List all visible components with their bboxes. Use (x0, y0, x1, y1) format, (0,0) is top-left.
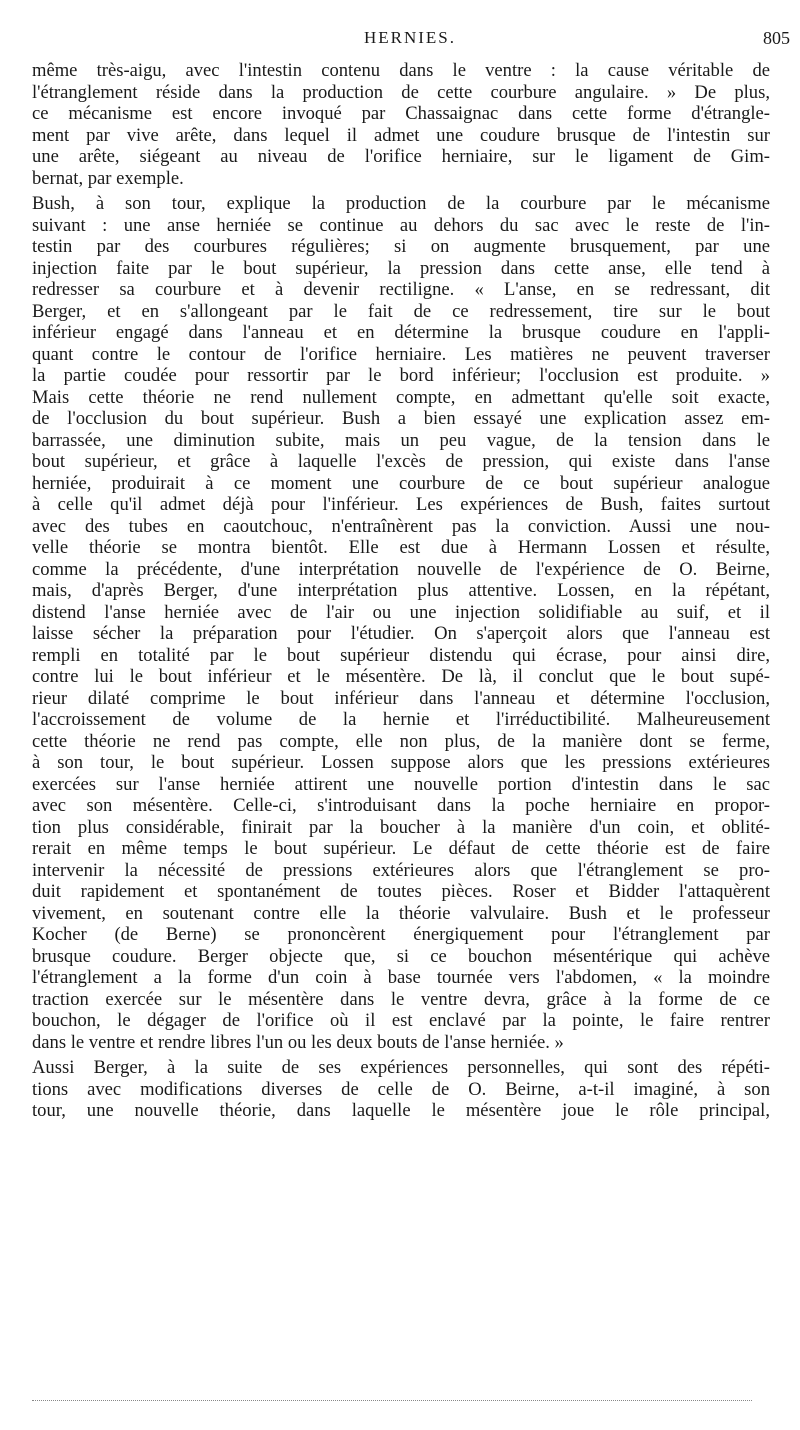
text-line: une arête, siégeant au niveau de l'orifice herniaire, sur le ligament de Gim- (32, 146, 770, 167)
bottom-dotted-rule (32, 1400, 752, 1401)
running-title: HERNIES. (363, 28, 457, 47)
text-line: ment par vive arête, dans lequel il admet une coudure brusque de l'intestin sur (32, 124, 770, 146)
text-line: tions avec modifications diverses de celle de O. Beirne, a-t-il imaginé, à son (32, 1078, 770, 1100)
text-line: rerait en même temps le bout supérieur. Le défaut de cette théorie est de faire (32, 838, 770, 859)
text-line: contre lui le bout inférieur et le mésentère. De là, il conclut que le bout supé- (32, 666, 770, 687)
text-line: laisse sécher la préparation pour l'étudier. On s'aperçoit alors que l'anneau est (32, 623, 770, 644)
text-line: rempli en totalité par le bout supérieur distendu qui écrase, pour ainsi dire, (32, 644, 770, 666)
paragraph-3 (32, 1057, 770, 1122)
text-line: de l'occlusion du bout supérieur. Bush a bien essayé une explication assez em- (32, 408, 770, 429)
text-line: rieur dilaté comprime le bout inférieur dans l'anneau et détermine l'occlusion, (32, 687, 770, 709)
text-line: herniée, produirait à ce moment une courbure de ce bout supérieur analogue (32, 472, 770, 494)
text-line: distend l'anse herniée avec de l'air ou une injection solidifiable au suif, et il (32, 601, 770, 623)
page-number: 805 (763, 28, 790, 48)
text-line: testin par des courbures régulières; si on augmente brusquement, par une (32, 236, 770, 257)
paragraph-2 (32, 193, 770, 1053)
text-line: duit rapidement et spontanément de toutes pièces. Roser et Bidder l'attaquèrent (32, 881, 770, 902)
text-line: la partie coudée pour ressortir par le bord inférieur; l'occlusion est produite. » (32, 365, 770, 386)
text-line: tour, une nouvelle théorie, dans laquelle le mésentère joue le rôle principal, (32, 1100, 770, 1121)
text-line: l'étranglement a la forme d'un coin à base tournée vers l'abdomen, « la moindre (32, 967, 770, 988)
body-text (32, 60, 770, 1122)
text-line: cette théorie ne rend pas compte, elle non plus, de la manière dont se ferme, (32, 730, 770, 752)
paragraph-1 (32, 60, 770, 189)
text-line: Aussi Berger, à la suite de ses expériences personnelles, qui sont des répéti- (32, 1057, 770, 1078)
text-line: bouchon, le dégager de l'orifice où il est enclavé par la pointe, le faire rentrer (32, 1010, 770, 1031)
text-line: brusque coudure. Berger objecte que, si ce bouchon mésentérique qui achève (32, 945, 770, 967)
text-line: mais, d'après Berger, d'une interprétation plus attentive. Lossen, en la répétant, (32, 580, 770, 601)
running-head (30, 28, 790, 52)
text-line: intervenir la nécessité de pressions extérieures alors que l'étranglement se pro- (32, 859, 770, 881)
text-line: Mais cette théorie ne rend nullement compte, en admettant qu'elle soit exacte, (32, 386, 770, 408)
text-line: l'étranglement réside dans la production de cette courbure angulaire. » De plus, (32, 81, 770, 103)
text-line: avec des tubes en caoutchouc, n'entraînèrent pas la conviction. Aussi une nou- (32, 515, 770, 537)
text-line: avec son mésentère. Celle-ci, s'introduisant dans la poche herniaire en propor- (32, 795, 770, 816)
text-line: à celle qu'il admet déjà pour l'inférieur. Les expériences de Bush, faites surtout (32, 494, 770, 515)
text-line: quant contre le contour de l'orifice herniaire. Les matières ne peuvent traverser (32, 343, 770, 365)
text-line: ce mécanisme est encore invoqué par Chassaignac dans cette forme d'étrangle- (32, 103, 770, 124)
text-line: Kocher (de Berne) se prononcèrent énergiquement pour l'étranglement par (32, 924, 770, 945)
text-line: vivement, en soutenant contre elle la théorie valvulaire. Bush et le professeur (32, 902, 770, 924)
text-line: velle théorie se montra bientôt. Elle est due à Hermann Lossen et résulte, (32, 537, 770, 558)
text-line: bernat, par exemple. (32, 167, 184, 189)
text-line: exercées sur l'anse herniée attirent une nouvelle portion d'intestin dans le sac (32, 773, 770, 795)
text-line: tion plus considérable, finirait par la boucher à la manière d'un coin, et oblité- (32, 816, 770, 838)
text-line: comme la précédente, d'une interprétation nouvelle de l'expérience de O. Beirne, (32, 558, 770, 580)
text-line: l'accroissement de volume de la hernie et l'irréductibilité. Malheureusement (32, 709, 770, 730)
text-line: suivant : une anse herniée se continue au dehors du sac avec le reste de l'in- (32, 214, 770, 236)
text-line: à son tour, le bout supérieur. Lossen suppose alors que les pressions extérieures (32, 752, 770, 773)
text-line: redresser sa courbure et à devenir rectiligne. « L'anse, en se redressant, dit (32, 279, 770, 300)
text-line: injection faite par le bout supérieur, la pression dans cette anse, elle tend à (32, 257, 770, 279)
text-line: Bush, à son tour, explique la production de la courbure par le mécanisme (32, 193, 770, 214)
text-line: traction exercée sur le mésentère dans le ventre devra, grâce à la forme de ce (32, 988, 770, 1010)
text-line: même très-aigu, avec l'intestin contenu dans le ventre : la cause véritable de (32, 60, 770, 81)
text-line: dans le ventre et rendre libres l'un ou les deux bouts de l'anse herniée. » (32, 1031, 564, 1053)
text-line: Berger, et en s'allongeant par le fait de ce redressement, tire sur le bout (32, 300, 770, 322)
text-line: bout supérieur, et grâce à laquelle l'excès de pression, qui existe dans l'anse (32, 451, 770, 472)
text-line: inférieur engagé dans l'anneau et en détermine la brusque coudure en l'appli- (32, 322, 770, 343)
text-line: barrassée, une diminution subite, mais un peu vague, de la tension dans le (32, 429, 770, 451)
